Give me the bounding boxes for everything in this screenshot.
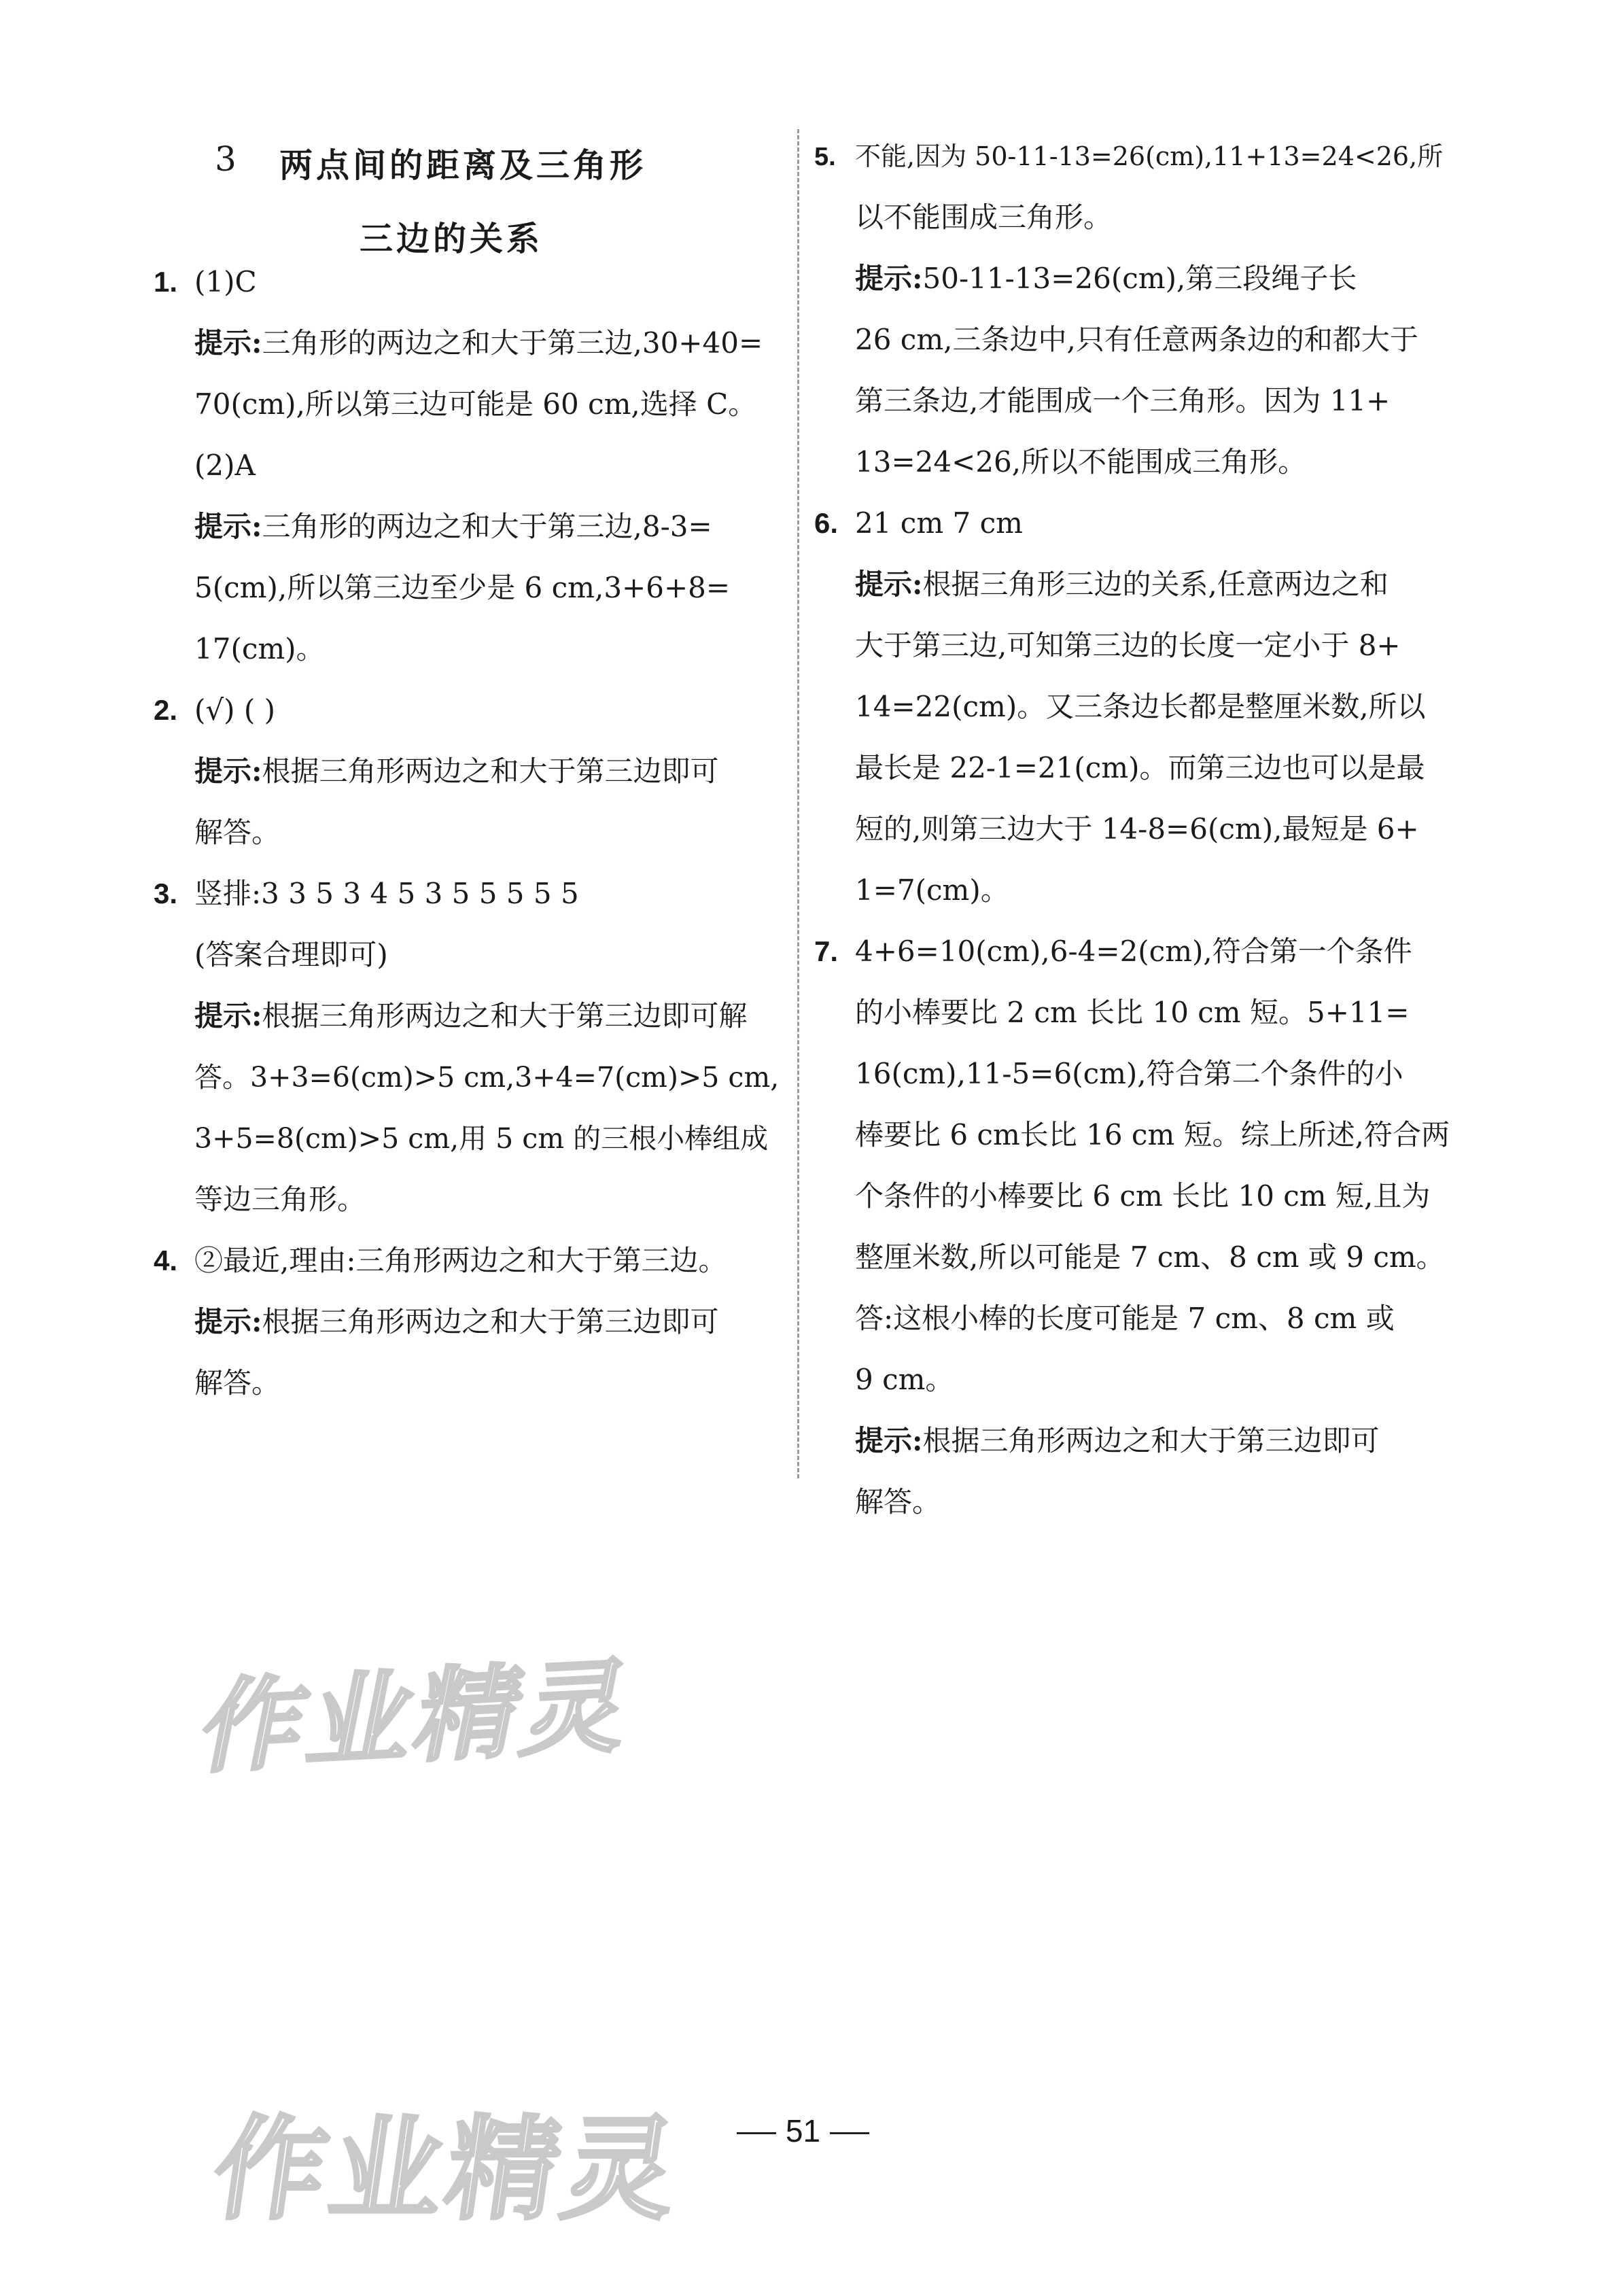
section-title-line1: 两点间的距离及三角形 — [279, 145, 647, 185]
answer-item — [154, 251, 779, 680]
answer-line — [154, 619, 779, 680]
footer-dash-left — [737, 2132, 776, 2134]
answer-line — [154, 986, 779, 1047]
answer-text: 14=22(cm)。又三条边长都是整厘米数,所以 — [855, 690, 1426, 723]
answer-line — [154, 924, 779, 986]
answer-line — [154, 1047, 779, 1108]
answer-text: 三角形的两边之和大于第三边,8-3= — [262, 510, 712, 543]
page-number: 51 — [785, 2113, 821, 2149]
section-number: 3 — [215, 139, 237, 179]
answer-line — [154, 557, 779, 619]
section-title — [154, 126, 779, 258]
answer-text: 竖排:3 3 5 3 4 5 3 5 5 5 5 5 — [194, 877, 579, 910]
answer-text: 根据三角形两边之和大于第三边即可 — [922, 1424, 1380, 1457]
answer-text: 最长是 22-1=21(cm)。而第三边也可以是最 — [855, 751, 1425, 784]
answer-line — [154, 1169, 779, 1230]
answer-line — [154, 313, 779, 374]
answer-line — [154, 863, 779, 924]
answer-line — [154, 251, 779, 313]
answer-line — [154, 1108, 779, 1169]
watermark-logo: 作业精灵 — [206, 2107, 689, 2232]
answer-item — [814, 921, 1452, 1533]
watermark-logo: 作业精灵 — [192, 1648, 644, 1786]
answer-item — [814, 126, 1452, 493]
answer-line — [814, 921, 1452, 982]
answer-line — [814, 1166, 1452, 1227]
answer-line — [814, 615, 1452, 676]
answer-text: (√) ( ) — [194, 693, 276, 727]
hint-label: 提示: — [194, 510, 262, 543]
footer-dash-right — [830, 2132, 869, 2134]
answer-line — [154, 1353, 779, 1414]
answer-text: 17(cm)。 — [194, 632, 325, 665]
answer-line — [814, 126, 1452, 187]
answer-line — [814, 1472, 1452, 1533]
hint-label: 提示: — [855, 262, 923, 295]
answer-text: 70(cm),所以第三边可能是 60 cm,选择 C。 — [194, 387, 757, 421]
answer-line — [154, 741, 779, 802]
answer-text: 根据三角形两边之和大于第三边即可 — [262, 1305, 719, 1338]
answer-text: 1=7(cm)。 — [855, 873, 1009, 907]
question-number: 1. — [154, 266, 178, 298]
answer-text: 不能,因为 50-11-13=26(cm),11+13=24<26,所 — [855, 141, 1444, 171]
answer-text: 50-11-13=26(cm),第三段绳子长 — [922, 262, 1357, 295]
answer-text: 解答。 — [855, 1485, 941, 1518]
answer-item — [154, 680, 779, 863]
right-column — [814, 126, 1452, 1533]
column-divider — [797, 129, 799, 1478]
answer-line — [814, 493, 1452, 554]
answer-line — [814, 1227, 1452, 1288]
question-number: 6. — [814, 507, 839, 539]
answer-item — [154, 863, 779, 1230]
question-number: 3. — [154, 877, 178, 909]
answer-text: 答。3+3=6(cm)>5 cm,3+4=7(cm)>5 cm, — [194, 1061, 779, 1094]
answer-text: 根据三角形两边之和大于第三边即可解 — [262, 999, 748, 1032]
answer-text: 4+6=10(cm),6-4=2(cm),符合第一个条件 — [855, 935, 1412, 968]
answer-text: 以不能围成三角形。 — [855, 201, 1113, 234]
answer-line — [814, 248, 1452, 309]
answer-text: 26 cm,三条边中,只有任意两条边的和都大于 — [855, 323, 1418, 356]
answer-line — [154, 374, 779, 435]
answer-item — [154, 1230, 779, 1414]
answer-text: 9 cm。 — [855, 1363, 954, 1396]
answer-text: 解答。 — [194, 816, 281, 849]
answer-text: 个条件的小棒要比 6 cm 长比 10 cm 短,且为 — [855, 1179, 1431, 1213]
answer-text: 21 cm 7 cm — [855, 506, 1023, 540]
answer-item — [814, 493, 1452, 921]
answer-line — [814, 799, 1452, 860]
answer-text: 根据三角形三边的关系,任意两边之和 — [922, 568, 1389, 601]
hint-label: 提示: — [194, 754, 262, 788]
answer-line — [814, 1288, 1452, 1349]
answer-text: 短的,则第三边大于 14-8=6(cm),最短是 6+ — [855, 812, 1419, 846]
answer-line — [154, 496, 779, 557]
answer-line — [814, 737, 1452, 799]
answer-text: 答:这根小棒的长度可能是 7 cm、8 cm 或 — [855, 1302, 1395, 1335]
left-column — [154, 126, 779, 1414]
answer-text: 根据三角形两边之和大于第三边即可 — [262, 754, 719, 788]
hint-label: 提示: — [194, 999, 262, 1032]
answer-line — [154, 802, 779, 863]
answer-text: 13=24<26,所以不能围成三角形。 — [855, 445, 1307, 479]
answer-text: 解答。 — [194, 1366, 281, 1399]
answer-line — [154, 1291, 779, 1353]
answer-text: 棒要比 6 cm长比 16 cm 短。综上所述,符合两 — [855, 1118, 1450, 1151]
answer-line — [814, 1410, 1452, 1472]
answer-line — [814, 1104, 1452, 1166]
answer-text: 整厘米数,所以可能是 7 cm、8 cm 或 9 cm。 — [855, 1240, 1445, 1274]
answer-text: 第三条边,才能围成一个三角形。因为 11+ — [855, 384, 1391, 417]
hint-label: 提示: — [855, 1424, 923, 1457]
answer-line — [814, 187, 1452, 248]
answer-line — [154, 680, 779, 741]
question-number: 7. — [814, 935, 839, 967]
answer-text: (1)C — [194, 265, 257, 298]
answer-line — [814, 676, 1452, 737]
answer-text: (2)A — [194, 449, 256, 482]
section-title-line2: 三边的关系 — [360, 219, 544, 258]
answer-line — [814, 432, 1452, 493]
answer-text: (答案合理即可) — [194, 938, 388, 971]
answer-line — [814, 554, 1452, 615]
answer-text: 的小棒要比 2 cm 长比 10 cm 短。5+11= — [855, 996, 1410, 1029]
answer-line — [814, 1043, 1452, 1104]
answer-text: 5(cm),所以第三边至少是 6 cm,3+6+8= — [194, 571, 731, 604]
hint-label: 提示: — [194, 326, 262, 360]
answer-text: 大于第三边,可知第三边的长度一定小于 8+ — [855, 629, 1401, 662]
answer-text: 等边三角形。 — [194, 1183, 366, 1216]
answer-text: ②最近,理由:三角形两边之和大于第三边。 — [194, 1244, 727, 1277]
question-number: 4. — [154, 1245, 178, 1276]
answer-line — [814, 370, 1452, 432]
answer-line — [814, 982, 1452, 1043]
answer-line — [814, 309, 1452, 370]
answer-text: 16(cm),11-5=6(cm),符合第二个条件的小 — [855, 1057, 1403, 1090]
answer-line — [814, 1349, 1452, 1410]
page-footer — [0, 2112, 1606, 2149]
answer-text: 三角形的两边之和大于第三边,30+40= — [262, 326, 763, 360]
right-answer-list — [814, 126, 1452, 1533]
hint-label: 提示: — [194, 1305, 262, 1338]
answer-line — [154, 1230, 779, 1291]
answer-line — [154, 435, 779, 496]
left-answer-list — [154, 251, 779, 1414]
answer-text: 3+5=8(cm)>5 cm,用 5 cm 的三根小棒组成 — [194, 1122, 769, 1155]
hint-label: 提示: — [855, 568, 923, 601]
answer-line — [814, 860, 1452, 921]
question-number: 5. — [814, 143, 836, 171]
question-number: 2. — [154, 694, 178, 726]
